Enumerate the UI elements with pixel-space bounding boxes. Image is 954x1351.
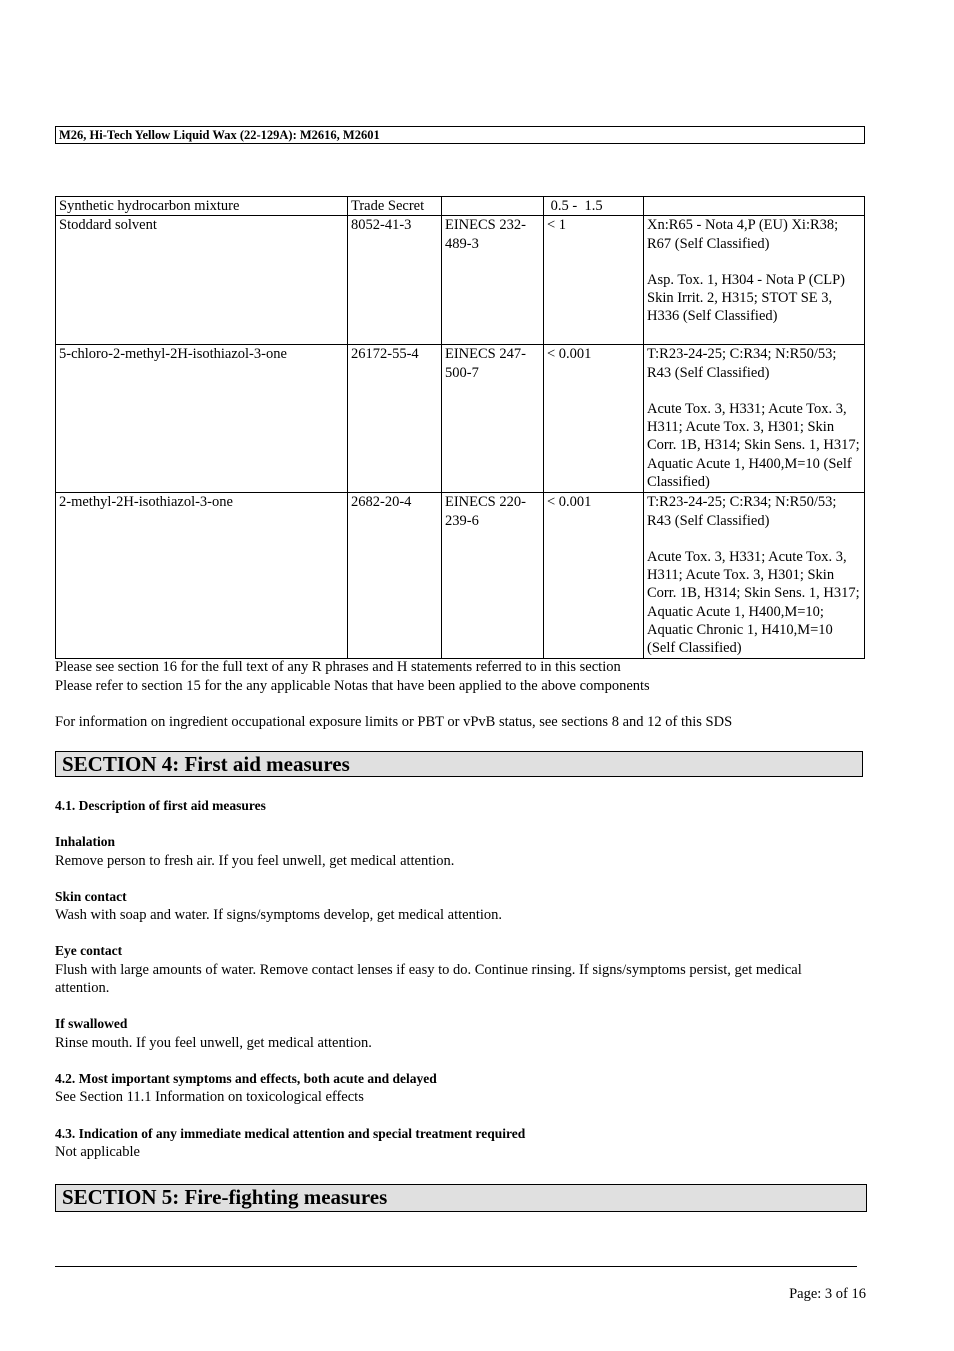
component-classification — [644, 197, 865, 216]
component-name: Synthetic hydrocarbon mixture — [56, 197, 348, 216]
components-table — [55, 196, 865, 659]
inhalation-heading: Inhalation — [55, 834, 116, 850]
subsection-4-3-heading: 4.3. Indication of any immediate medical attention and special treatment required — [55, 1125, 526, 1141]
document-header: M26, Hi-Tech Yellow Liquid Wax (22-129A): M2616, M2601 — [55, 126, 865, 144]
classification-dsd: T:R23-24-25; C:R34; N:R50/53; R43 (Self Classified) — [647, 346, 837, 381]
table-row — [56, 216, 865, 345]
component-cas: Trade Secret — [348, 197, 442, 216]
component-cas: 26172-55-4 — [348, 345, 442, 493]
inhalation-text: Remove person to fresh air. If you feel unwell, get medical attention. — [55, 852, 455, 869]
classification-dsd: T:R23-24-25; C:R34; N:R50/53; R43 (Self Classified) — [647, 494, 837, 529]
component-classification — [644, 345, 865, 493]
component-classification — [644, 493, 865, 659]
if-swallowed-heading: If swallowed — [55, 1016, 128, 1032]
eye-contact-heading: Eye contact — [55, 943, 123, 959]
subsection-4-1-heading: 4.1. Description of first aid measures — [55, 798, 266, 813]
component-name: 2-methyl-2H-isothiazol-3-one — [56, 493, 348, 659]
classification-dsd: Xn:R65 - Nota 4,P (EU) Xi:R38; R67 (Self Classified) — [647, 217, 839, 252]
section-4-body — [55, 797, 855, 1161]
component-percent: 0.5 - 1.5 — [544, 197, 644, 216]
subsection-4-2-heading: 4.2. Most important symptoms and effects, both acute and delayed — [55, 1070, 437, 1086]
component-cas: 2682-20-4 — [348, 493, 442, 659]
skin-contact-text: Wash with soap and water. If signs/symptoms develop, get medical attention. — [55, 907, 503, 924]
component-ec: EINECS 220-239-6 — [442, 493, 544, 659]
component-percent: < 0.001 — [544, 345, 644, 493]
classification-clp: Acute Tox. 3, H331; Acute Tox. 3, H311; Acute Tox. 3, H301; Skin Corr. 1B, H314; Skin Sens. 1, H317; Aquatic Acute 1, H400,M=10; Aquatic Chronic 1, H410,M=10 (Self Classified) — [647, 548, 860, 657]
section-5-heading: SECTION 5: Fire-fighting measures — [55, 1184, 867, 1212]
notas-note: Please refer to section 15 for the any applicable Notas that have been applied to the above components — [55, 678, 650, 694]
component-percent: < 1 — [544, 216, 644, 345]
component-name: 5-chloro-2-methyl-2H-isothiazol-3-one — [56, 345, 348, 493]
component-classification — [644, 216, 865, 345]
component-name: Stoddard solvent — [56, 216, 348, 345]
component-cas: 8052-41-3 — [348, 216, 442, 345]
classification-clp: Acute Tox. 3, H331; Acute Tox. 3, H311; Acute Tox. 3, H301; Skin Corr. 1B, H314; Skin Sens. 1, H317; Aquatic Acute 1, H400,M=10 (Self Classified) — [647, 400, 860, 491]
component-ec: EINECS 232-489-3 — [442, 216, 544, 345]
r-phrases-note: Please see section 16 for the full text of any R phrases and H statements referred to in this section — [55, 659, 621, 675]
component-ec: EINECS 247-500-7 — [442, 345, 544, 493]
subsection-4-2-text: See Section 11.1 Information on toxicological effects — [55, 1089, 364, 1106]
component-percent: < 0.001 — [544, 493, 644, 659]
table-row — [56, 345, 865, 493]
if-swallowed-text: Rinse mouth. If you feel unwell, get medical attention. — [55, 1034, 372, 1051]
subsection-4-3-text: Not applicable — [55, 1143, 140, 1160]
classification-clp: Asp. Tox. 1, H304 - Nota P (CLP) Skin Irrit. 2, H315; STOT SE 3, H336 (Self Classified) — [647, 271, 845, 325]
section-4-heading: SECTION 4: First aid measures — [55, 751, 863, 777]
footer-divider — [55, 1266, 857, 1267]
page-number: Page: 3 of 16 — [789, 1286, 866, 1302]
component-ec — [442, 197, 544, 216]
eye-contact-text: Flush with large amounts of water. Remove contact lenses if easy to do. Continue rinsing. If signs/symptoms persist, get medical attention. — [55, 961, 802, 997]
table-row — [56, 493, 865, 659]
table-row — [56, 197, 865, 216]
exposure-note: For information on ingredient occupational exposure limits or PBT or vPvB status, see sections 8 and 12 of this SDS — [55, 714, 733, 730]
skin-contact-heading: Skin contact — [55, 888, 127, 904]
